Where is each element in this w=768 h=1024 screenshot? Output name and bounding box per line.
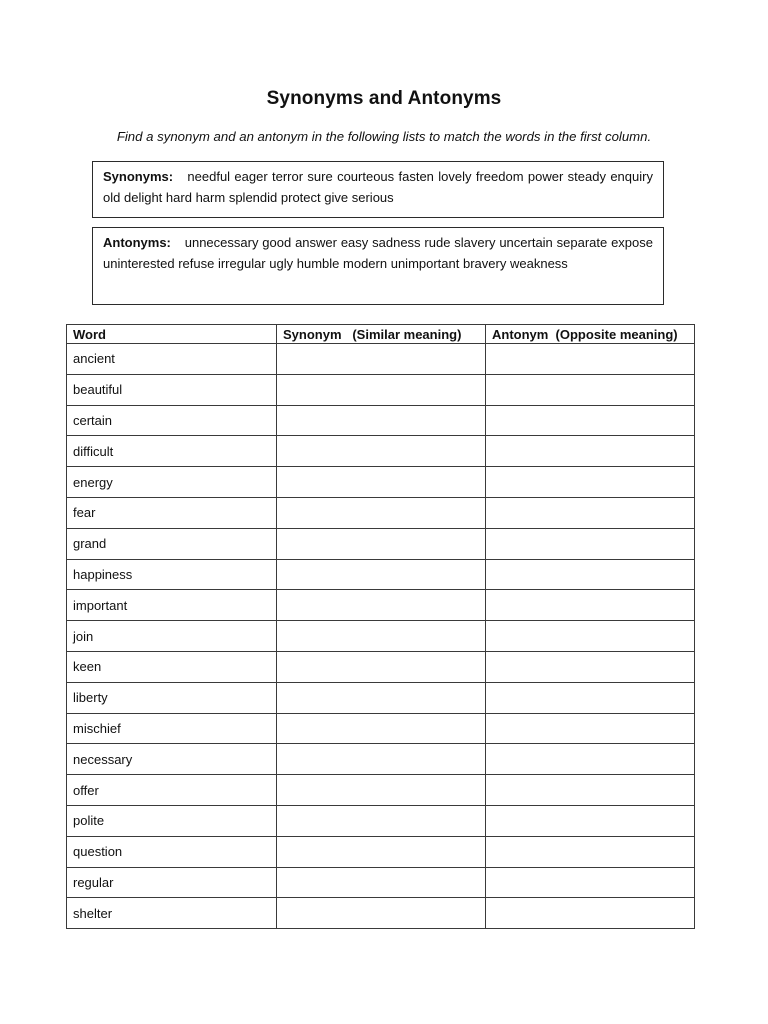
table-body (67, 344, 695, 929)
antonyms-word: ugly (269, 255, 294, 271)
synonyms-word: protect (280, 189, 321, 205)
table-row (67, 775, 695, 806)
synonyms-word: needful (187, 169, 231, 184)
antonyms-word: answer (295, 235, 337, 250)
synonym-answer-cell[interactable] (277, 836, 486, 867)
synonym-answer-cell[interactable] (277, 713, 486, 744)
word-cell: certain (67, 405, 277, 436)
synonym-answer-cell[interactable] (277, 867, 486, 898)
antonyms-word: unnecessary (184, 235, 259, 250)
synonyms-word: enquiry (610, 169, 653, 184)
antonyms-word: uncertain (499, 235, 553, 250)
word-cell: polite (67, 805, 277, 836)
word-cell: join (67, 621, 277, 652)
header-word: Word (67, 325, 277, 344)
synonyms-word: courteous (337, 169, 395, 184)
synonyms-word: splendid (228, 189, 278, 205)
antonyms-word: sadness (372, 235, 421, 250)
synonyms-word: give (324, 189, 349, 205)
word-cell: grand (67, 528, 277, 559)
synonyms-word: terror (272, 169, 304, 184)
table-row (67, 559, 695, 590)
word-cell: question (67, 836, 277, 867)
antonym-answer-cell[interactable] (486, 590, 695, 621)
synonym-answer-cell[interactable] (277, 436, 486, 467)
word-cell: ancient (67, 344, 277, 375)
synonym-answer-cell[interactable] (277, 559, 486, 590)
synonyms-word: old (103, 189, 121, 205)
synonym-answer-cell[interactable] (277, 344, 486, 375)
table-row (67, 713, 695, 744)
synonym-answer-cell[interactable] (277, 898, 486, 929)
word-cell: mischief (67, 713, 277, 744)
synonym-answer-cell[interactable] (277, 682, 486, 713)
table-row (67, 867, 695, 898)
word-cell: energy (67, 467, 277, 498)
instructions-text: Find a synonym and an antonym in the following lists to match the words in the first column. (116, 129, 652, 144)
word-table (66, 324, 695, 929)
table-row (67, 744, 695, 775)
antonym-answer-cell[interactable] (486, 467, 695, 498)
antonym-answer-cell[interactable] (486, 405, 695, 436)
antonym-answer-cell[interactable] (486, 836, 695, 867)
antonym-answer-cell[interactable] (486, 682, 695, 713)
antonym-answer-cell[interactable] (486, 374, 695, 405)
word-cell: beautiful (67, 374, 277, 405)
antonyms-word: irregular (217, 255, 266, 271)
antonyms-word-list (103, 235, 653, 271)
antonyms-word: good (262, 235, 292, 250)
table-row (67, 682, 695, 713)
antonym-answer-cell[interactable] (486, 867, 695, 898)
synonyms-word: harm (195, 189, 226, 205)
antonyms-word: unimportant (390, 255, 460, 271)
synonym-answer-cell[interactable] (277, 374, 486, 405)
table-row (67, 898, 695, 929)
table-row (67, 497, 695, 528)
table-row (67, 467, 695, 498)
synonyms-word: sure (307, 169, 333, 184)
word-cell: offer (67, 775, 277, 806)
word-cell: regular (67, 867, 277, 898)
antonyms-word: uninterested (103, 255, 175, 271)
synonym-answer-cell[interactable] (277, 805, 486, 836)
synonym-answer-cell[interactable] (277, 651, 486, 682)
synonyms-word: power (527, 169, 564, 184)
antonym-answer-cell[interactable] (486, 436, 695, 467)
antonyms-word: refuse (178, 255, 215, 271)
table-row (67, 805, 695, 836)
antonyms-word: expose (611, 235, 653, 250)
table-row (67, 374, 695, 405)
antonym-answer-cell[interactable] (486, 775, 695, 806)
word-cell: happiness (67, 559, 277, 590)
antonyms-word: separate (556, 235, 608, 250)
antonym-answer-cell[interactable] (486, 621, 695, 652)
synonyms-word: lovely (438, 169, 472, 184)
word-cell: liberty (67, 682, 277, 713)
antonyms-word: slavery (454, 235, 496, 250)
table-row (67, 528, 695, 559)
synonyms-word: freedom (475, 169, 524, 184)
header-synonym: Synonym (Similar meaning) (277, 325, 486, 344)
word-cell: fear (67, 497, 277, 528)
synonyms-box (92, 161, 664, 218)
synonym-answer-cell[interactable] (277, 775, 486, 806)
synonyms-word: fasten (398, 169, 434, 184)
page-title: Synonyms and Antonyms (266, 88, 502, 109)
synonym-answer-cell[interactable] (277, 744, 486, 775)
synonyms-word: serious (351, 189, 394, 205)
word-cell: necessary (67, 744, 277, 775)
word-cell: important (67, 590, 277, 621)
table-row (67, 405, 695, 436)
antonyms-word: easy (340, 235, 369, 250)
antonyms-box (92, 227, 664, 305)
antonym-answer-cell[interactable] (486, 344, 695, 375)
antonym-answer-cell[interactable] (486, 497, 695, 528)
synonym-answer-cell[interactable] (277, 405, 486, 436)
antonym-answer-cell[interactable] (486, 713, 695, 744)
antonym-answer-cell[interactable] (486, 528, 695, 559)
antonyms-label: Antonyms: (103, 235, 171, 250)
synonyms-word: steady (567, 169, 606, 184)
synonyms-word-list (103, 169, 653, 205)
word-cell: shelter (67, 898, 277, 929)
synonyms-word: delight (123, 189, 163, 205)
antonyms-word: bravery (463, 255, 507, 271)
synonyms-word: hard (165, 189, 192, 205)
synonyms-label: Synonyms: (103, 169, 174, 184)
word-cell: keen (67, 651, 277, 682)
antonym-answer-cell[interactable] (486, 805, 695, 836)
synonym-answer-cell[interactable] (277, 497, 486, 528)
antonyms-word: rude (424, 235, 451, 250)
antonyms-word: modern (343, 255, 388, 271)
antonym-answer-cell[interactable] (486, 651, 695, 682)
word-cell: difficult (67, 436, 277, 467)
antonym-answer-cell[interactable] (486, 898, 695, 929)
antonym-answer-cell[interactable] (486, 744, 695, 775)
table-row (67, 836, 695, 867)
synonym-answer-cell[interactable] (277, 621, 486, 652)
synonym-answer-cell[interactable] (277, 467, 486, 498)
table-row (67, 344, 695, 375)
table-row (67, 651, 695, 682)
synonym-answer-cell[interactable] (277, 590, 486, 621)
antonyms-word: humble (296, 255, 340, 271)
synonyms-word: eager (234, 169, 268, 184)
table-row (67, 621, 695, 652)
header-antonym: Antonym (Opposite meaning) (486, 325, 695, 344)
table-header-row (67, 325, 695, 344)
antonym-answer-cell[interactable] (486, 559, 695, 590)
table-row (67, 590, 695, 621)
table-row (67, 436, 695, 467)
synonym-answer-cell[interactable] (277, 528, 486, 559)
antonyms-word: weakness (509, 255, 568, 271)
